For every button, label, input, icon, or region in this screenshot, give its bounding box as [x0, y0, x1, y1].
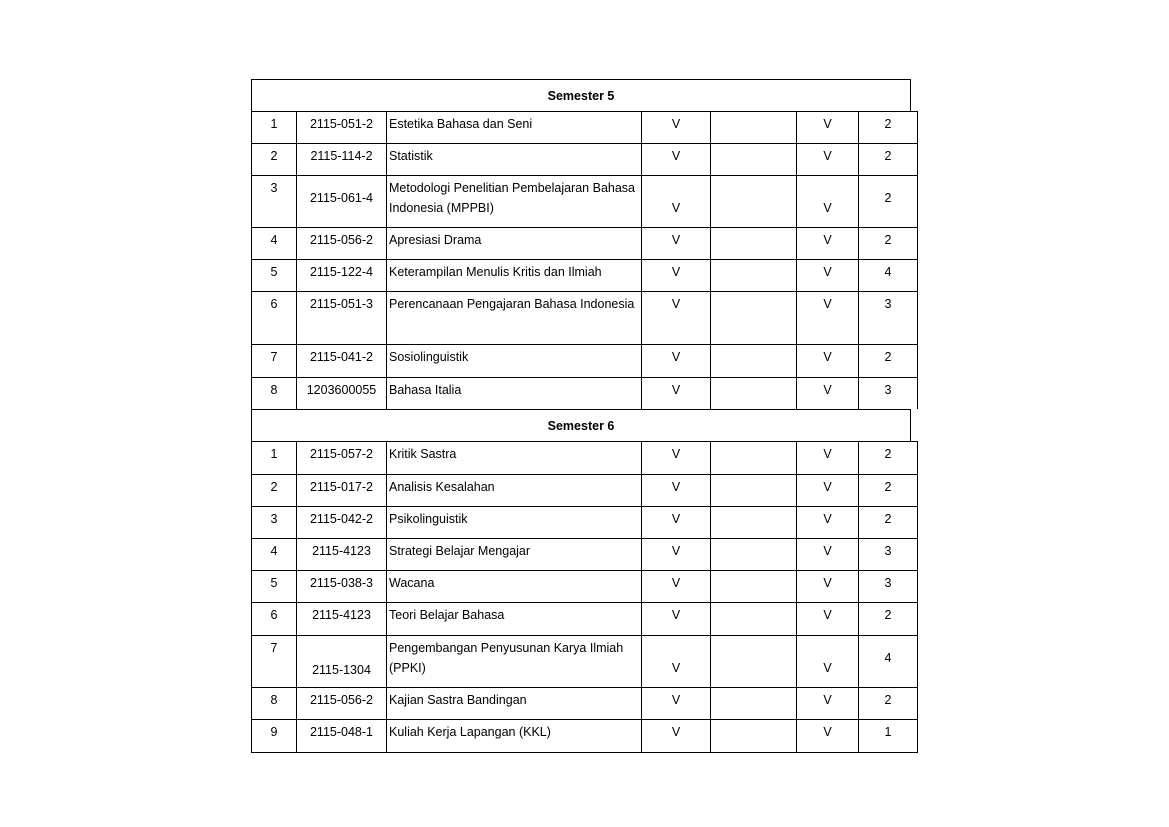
- check-mark: V: [641, 344, 710, 377]
- course-code: 2115-048-1: [296, 719, 386, 752]
- table-row: [251, 602, 918, 635]
- course-code: 2115-1304: [296, 635, 386, 687]
- check-mark: V: [641, 143, 710, 175]
- check-mark: V: [641, 602, 710, 635]
- course-name: Sosiolinguistik: [386, 344, 641, 377]
- row-number: 9: [251, 719, 296, 752]
- credit-units: 2: [858, 441, 918, 474]
- course-code: 2115-056-2: [296, 227, 386, 259]
- table-row: [251, 111, 918, 143]
- course-name: Analisis Kesalahan: [386, 474, 641, 506]
- course-code: 2115-057-2: [296, 441, 386, 474]
- course-name: Perencanaan Pengajaran Bahasa Indonesia: [386, 291, 641, 344]
- table-row: [251, 143, 918, 175]
- row-number: 1: [251, 441, 296, 474]
- check-mark: V: [641, 227, 710, 259]
- course-name: Teori Belajar Bahasa: [386, 602, 641, 635]
- credit-units: 2: [858, 506, 918, 538]
- row-number: 1: [251, 111, 296, 143]
- check-mark: V: [796, 441, 858, 474]
- row-number: 8: [251, 377, 296, 409]
- row-number: 2: [251, 474, 296, 506]
- empty-cell: [710, 538, 796, 570]
- course-name: Bahasa Italia: [386, 377, 641, 409]
- check-mark: V: [796, 377, 858, 409]
- table-row: [251, 441, 918, 474]
- table-row: [251, 474, 918, 506]
- row-number: 5: [251, 570, 296, 602]
- credit-units: 3: [858, 570, 918, 602]
- check-mark: V: [796, 538, 858, 570]
- check-mark: V: [641, 259, 710, 291]
- empty-cell: [710, 570, 796, 602]
- empty-cell: [710, 143, 796, 175]
- table-row: [251, 344, 918, 377]
- empty-cell: [710, 602, 796, 635]
- check-mark: V: [796, 570, 858, 602]
- credit-units: 2: [858, 474, 918, 506]
- empty-cell: [710, 635, 796, 687]
- course-name: Metodologi Penelitian Pembelajaran Bahasa Indonesia (MPPBI): [386, 175, 641, 227]
- check-mark: V: [641, 719, 710, 752]
- check-mark: V: [796, 474, 858, 506]
- credit-units: 3: [858, 377, 918, 409]
- course-code: 2115-4123: [296, 602, 386, 635]
- empty-cell: [710, 687, 796, 719]
- course-name: Statistik: [386, 143, 641, 175]
- check-mark: V: [796, 687, 858, 719]
- empty-cell: [710, 441, 796, 474]
- empty-cell: [710, 719, 796, 752]
- course-code: 2115-017-2: [296, 474, 386, 506]
- empty-cell: [710, 259, 796, 291]
- row-number: 3: [251, 506, 296, 538]
- semester-6-header: [251, 409, 911, 441]
- course-code: 2115-041-2: [296, 344, 386, 377]
- table-row: [251, 175, 918, 227]
- row-number: 4: [251, 538, 296, 570]
- credit-units: 3: [858, 291, 918, 344]
- empty-cell: [710, 474, 796, 506]
- check-mark: V: [641, 538, 710, 570]
- check-mark: V: [641, 687, 710, 719]
- course-name: Kuliah Kerja Lapangan (KKL): [386, 719, 641, 752]
- check-mark: V: [796, 227, 858, 259]
- empty-cell: [710, 344, 796, 377]
- semester-title: Semester 5: [547, 88, 615, 103]
- table-row: [251, 377, 918, 409]
- check-mark: V: [796, 344, 858, 377]
- row-number: 7: [251, 344, 296, 377]
- row-number: 4: [251, 227, 296, 259]
- check-mark: V: [796, 506, 858, 538]
- credit-units: 2: [858, 602, 918, 635]
- course-code: 2115-061-4: [296, 175, 386, 227]
- table-row: [251, 635, 918, 687]
- table-row: [251, 570, 918, 602]
- check-mark: V: [796, 259, 858, 291]
- table-row: [251, 291, 918, 344]
- credit-units: 2: [858, 344, 918, 377]
- course-name: Strategi Belajar Mengajar: [386, 538, 641, 570]
- credit-units: 1: [858, 719, 918, 752]
- course-name: Kritik Sastra: [386, 441, 641, 474]
- course-name: Estetika Bahasa dan Seni: [386, 111, 641, 143]
- credit-units: 3: [858, 538, 918, 570]
- course-name: Keterampilan Menulis Kritis dan Ilmiah: [386, 259, 641, 291]
- check-mark: V: [641, 441, 710, 474]
- row-number: 6: [251, 602, 296, 635]
- empty-cell: [710, 111, 796, 143]
- course-code: 2115-122-4: [296, 259, 386, 291]
- table-row: [251, 538, 918, 570]
- credit-units: 2: [858, 687, 918, 719]
- check-mark: V: [796, 719, 858, 752]
- check-mark: V: [796, 175, 858, 227]
- course-name: Pengembangan Penyusunan Karya Ilmiah (PPKI): [386, 635, 641, 687]
- empty-cell: [710, 227, 796, 259]
- check-mark: V: [796, 143, 858, 175]
- course-code: 2115-038-3: [296, 570, 386, 602]
- check-mark: V: [641, 635, 710, 687]
- course-code: 2115-051-2: [296, 111, 386, 143]
- course-name: Wacana: [386, 570, 641, 602]
- credit-units: 2: [858, 111, 918, 143]
- course-name: Apresiasi Drama: [386, 227, 641, 259]
- check-mark: V: [796, 602, 858, 635]
- table-row: [251, 719, 918, 752]
- empty-cell: [710, 291, 796, 344]
- credit-units: 2: [858, 227, 918, 259]
- row-number: 6: [251, 291, 296, 344]
- table-row: [251, 687, 918, 719]
- empty-cell: [710, 377, 796, 409]
- course-code: 2115-051-3: [296, 291, 386, 344]
- table-bottom-border: [251, 752, 918, 753]
- empty-cell: [710, 506, 796, 538]
- check-mark: V: [641, 506, 710, 538]
- empty-cell: [710, 175, 796, 227]
- semester-title: Semester 6: [547, 418, 615, 433]
- credit-units: 2: [858, 175, 918, 227]
- credit-units: 4: [858, 635, 918, 687]
- check-mark: V: [641, 291, 710, 344]
- course-code: 2115-4123: [296, 538, 386, 570]
- row-number: 8: [251, 687, 296, 719]
- check-mark: V: [796, 111, 858, 143]
- check-mark: V: [641, 570, 710, 602]
- check-mark: V: [796, 291, 858, 344]
- check-mark: V: [641, 111, 710, 143]
- course-name: Kajian Sastra Bandingan: [386, 687, 641, 719]
- table-row: [251, 506, 918, 538]
- credit-units: 2: [858, 143, 918, 175]
- table-row: [251, 259, 918, 291]
- course-code: 2115-114-2: [296, 143, 386, 175]
- row-number: 3: [251, 175, 296, 227]
- credit-units: 4: [858, 259, 918, 291]
- course-name: Psikolinguistik: [386, 506, 641, 538]
- check-mark: V: [641, 377, 710, 409]
- table-row: [251, 227, 918, 259]
- course-code: 2115-042-2: [296, 506, 386, 538]
- row-number: 7: [251, 635, 296, 687]
- semester-5-header: [251, 79, 911, 111]
- check-mark: V: [641, 175, 710, 227]
- row-number: 5: [251, 259, 296, 291]
- course-code: 2115-056-2: [296, 687, 386, 719]
- course-code: 1203600055: [296, 377, 386, 409]
- row-number: 2: [251, 143, 296, 175]
- check-mark: V: [641, 474, 710, 506]
- check-mark: V: [796, 635, 858, 687]
